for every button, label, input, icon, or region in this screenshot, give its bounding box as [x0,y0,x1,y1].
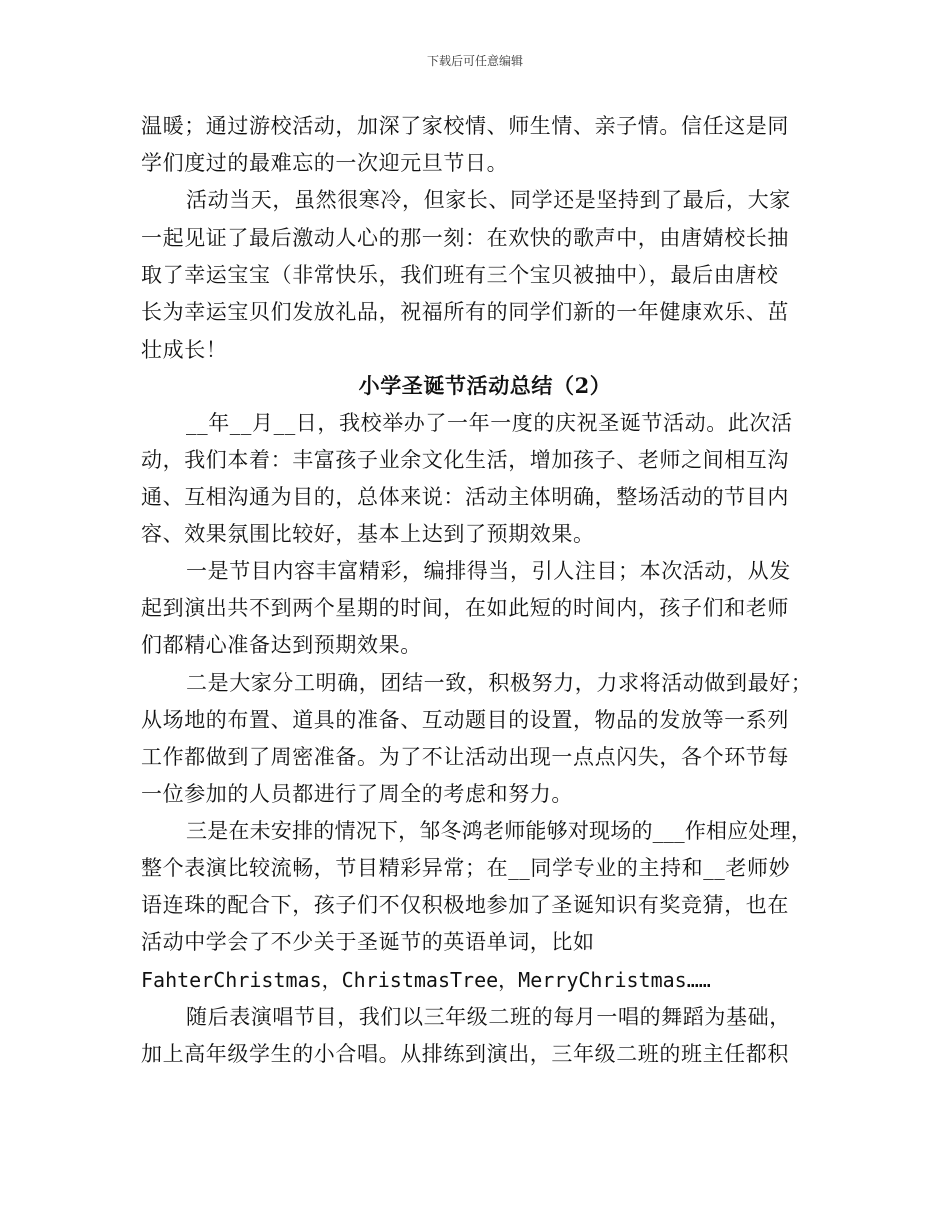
paragraph-start-line: 三是在未安排的情况下，邹冬鸿老师能够对现场的___作相应处理， [186,819,813,843]
body-line: 动，我们本着：丰富孩子业余文化生活，增加孩子、老师之间相互沟 [141,448,789,472]
body-line: 工作都做到了周密准备。为了不让活动出现一点点闪失，各个环节每 [141,745,789,769]
paragraph-start-line: 一是节目内容丰富精彩，编排得当，引人注目；本次活动，从发 [186,559,791,583]
paragraph-start-line: 随后表演唱节目，我们以三年级二班的每月一唱的舞蹈为基础， [186,1005,791,1029]
body-line: 通、互相沟通为目的，总体来说：活动主体明确，整场活动的节目内 [141,485,789,509]
paragraph-start-line: __年__月__日，我校举办了一年一度的庆祝圣诞节活动。此次活 [186,411,793,435]
body-line: 语连珠的配合下，孩子们不仅积极地参加了圣诞知识有奖竞猜，也在 [141,893,789,917]
page-header: 下载后可任意编辑 [426,54,523,68]
body-line: 一起见证了最后激动人心的那一刻：在欢快的歌声中，由唐婧校长抽 [141,226,789,250]
body-line: 壮成长！ [141,338,228,362]
body-line: 起到演出共不到两个星期的时间，在如此短的时间内，孩子们和老师 [141,596,789,620]
body-line: 长为幸运宝贝们发放礼品，祝福所有的同学们新的一年健康欢乐、茁 [141,300,789,324]
section-title: 小学圣诞节活动总结（2） [358,373,612,398]
body-line: 取了幸运宝宝（非常快乐，我们班有三个宝贝被抽中），最后由唐校 [141,263,779,287]
body-line: 活动中学会了不少关于圣诞节的英语单词，比如 [141,930,595,954]
body-line: 整个表演比较流畅，节目精彩异常；在__同学专业的主持和__老师妙 [141,856,791,880]
paragraph-start-line: 活动当天，虽然很寒冷，但家长、同学还是坚持到了最后，大家 [186,188,791,212]
body-line: 温暖；通过游校活动，加深了家校情、师生情、亲子情。信任这是同 [141,114,789,138]
english-terms-line: FahterChristmas，ChristmasTree，MerryChristmas…… [141,968,711,992]
paragraph-start-line: 二是大家分工明确，团结一致，积极努力，力求将活动做到最好； [186,671,813,695]
body-line: 学们度过的最难忘的一次迎元旦节日。 [141,151,509,175]
body-line: 从场地的布置、道具的准备、互动题目的设置，物品的发放等一系列 [141,708,789,732]
body-line: 一位参加的人员都进行了周全的考虑和努力。 [141,782,573,806]
body-line: 容、效果氛围比较好，基本上达到了预期效果。 [141,522,595,546]
body-line: 加上高年级学生的小合唱。从排练到演出，三年级二班的班主任都积 [141,1042,789,1066]
body-line: 们都精心准备达到预期效果。 [141,633,422,657]
